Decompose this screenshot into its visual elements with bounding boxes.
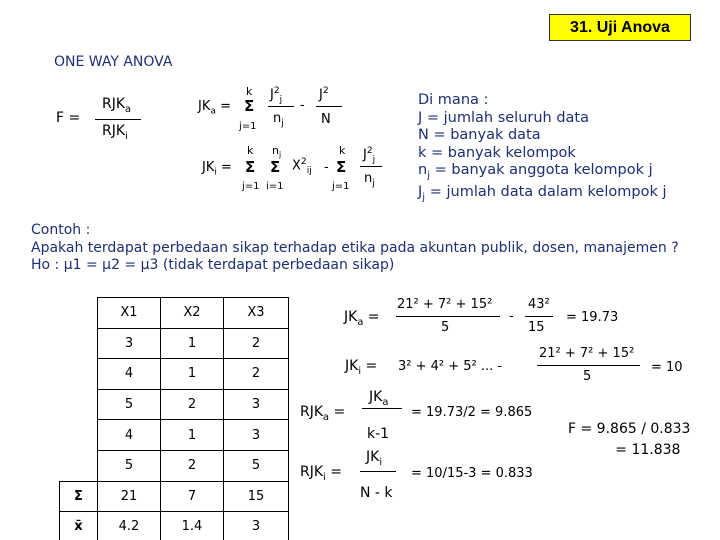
calc-jka-lhs: $JK_a$ = [344, 309, 380, 328]
jki-sigma1-bottom: j=1 [242, 181, 260, 192]
definition-line: k = banyak kelompok [418, 144, 576, 161]
mean-row [60, 512, 289, 540]
table-cell: 1 [161, 328, 224, 359]
table-row [60, 328, 289, 359]
definitions-header: Di mana : [418, 92, 489, 108]
table-cell: 5 [98, 450, 161, 481]
f-fraction-bar [95, 119, 141, 120]
jki-term-num: $J^2_j$ [363, 146, 376, 165]
table-cell: 2 [161, 450, 224, 481]
mean-label: x̄ [60, 512, 98, 540]
jka-sigma-bottom: j=1 [239, 121, 257, 132]
table-cell: 2 [224, 359, 289, 390]
calc-rjki-lhs: $RJK_i$ = [300, 464, 342, 483]
definition-line: $J_j$ = jumlah data dalam kelompok j [418, 184, 667, 204]
calc-rjki-result: = 10/15-3 = 0.833 [411, 466, 533, 481]
jka-term1-den: $n_j$ [273, 111, 284, 129]
calc-rjka-den: k-1 [367, 426, 390, 442]
table-cell: 7 [161, 481, 224, 512]
section-heading: ONE WAY ANOVA [54, 54, 173, 70]
example-block [31, 222, 679, 275]
jki-sigma3-bottom: j=1 [332, 181, 350, 192]
calc-rjka-num: $JK_a$ [369, 389, 389, 408]
calc-jka-minus: - [509, 309, 514, 324]
f-denominator: $RJK_i$ [102, 123, 128, 142]
jka-sigma-top: k [246, 85, 253, 98]
calc-jki-den: 5 [583, 369, 592, 384]
slide-title: 31. Uji Anova [549, 14, 691, 41]
jka-term2-den: N [321, 112, 331, 127]
jki-sigma2-bottom: i=1 [266, 181, 284, 192]
calc-jki-lhs: $JK_i$ = [345, 358, 378, 377]
calc-jka-bar2 [525, 316, 553, 317]
jki-term-bar [360, 166, 382, 167]
table-cell: 1.4 [161, 512, 224, 540]
calc-rjka-result: = 19.73/2 = 9.865 [411, 405, 533, 420]
table-cell: 3 [224, 420, 289, 451]
sum-label: Σ [60, 481, 98, 512]
calc-jka-num2: 43² [528, 297, 550, 312]
example-hypothesis: Ho : μ1 = μ2 = μ3 (tidak terdapat perbedaan sikap) [31, 257, 395, 273]
table-cell: 4 [98, 359, 161, 390]
table-cell: 3 [98, 328, 161, 359]
f-result-line: F = 9.865 / 0.833 [568, 421, 691, 437]
table-cell: 21 [98, 481, 161, 512]
f-result-block [568, 419, 690, 461]
definition-line: $n_j$ = banyak anggota kelompok j [418, 162, 653, 181]
calc-jka-bar [396, 316, 500, 317]
table-row [60, 389, 289, 420]
calc-rjka-lhs: $RJK_a$ = [300, 404, 346, 423]
table-cell: 2 [224, 328, 289, 359]
jki-lhs: $JK_i$ = [202, 160, 232, 178]
column-header: X1 [98, 298, 161, 329]
table-cell: 3 [224, 389, 289, 420]
table-cell: 5 [98, 389, 161, 420]
calc-jka-result: = 19.73 [566, 310, 619, 325]
jka-term2-num: $J^2$ [319, 86, 329, 103]
table-cell: 1 [161, 359, 224, 390]
sigma-icon: Σ [270, 158, 281, 176]
sum-row [60, 481, 289, 512]
jki-x-term: $X^2_{ij}$ [292, 157, 312, 176]
table-cell: 2 [161, 389, 224, 420]
table-cell: 3 [224, 512, 289, 540]
jka-lhs: $JK_a$ = [198, 99, 231, 117]
table-cell: 15 [224, 481, 289, 512]
f-lhs: F = [56, 110, 81, 126]
calc-rjki-num: $JK_i$ [366, 449, 383, 468]
table-cell: 4.2 [98, 512, 161, 540]
example-question: Apakah terdapat perbedaan sikap terhadap etika pada akuntan publik, dosen, manajemen ? [31, 239, 679, 256]
jka-term2-bar [316, 106, 342, 107]
jka-term1-bar [268, 106, 294, 107]
definition-line: N = banyak data [418, 127, 541, 143]
table-header-row [60, 298, 289, 329]
jki-sigma3-top: k [339, 144, 346, 157]
calc-rjki-bar [360, 471, 396, 472]
table-cell: 5 [224, 450, 289, 481]
calc-jka-den: 5 [441, 320, 450, 335]
table-row [60, 359, 289, 390]
jki-minus: - [324, 160, 329, 175]
jka-minus: - [300, 98, 305, 113]
sigma-icon: Σ [244, 97, 255, 115]
calc-jki-num: 21² + 7² + 15² [539, 346, 635, 361]
calc-rjka-bar [362, 408, 402, 409]
table-row [60, 450, 289, 481]
calc-jki-bar [537, 365, 640, 366]
definitions-block [418, 92, 666, 207]
jki-term-den: $n_j$ [364, 171, 375, 189]
jka-term1-num: $J^2_j$ [270, 86, 283, 105]
sigma-icon: Σ [336, 158, 347, 176]
f-result-line: = 11.838 [615, 442, 681, 458]
f-numerator: $RJK_a$ [102, 96, 132, 115]
calc-jki-result: = 10 [651, 360, 683, 375]
table-cell: 4 [98, 420, 161, 451]
calc-jka-den2: 15 [528, 320, 545, 335]
column-header: X3 [224, 298, 289, 329]
calc-jki-terms: 3² + 4² + 5² ... - [398, 359, 503, 374]
column-header: X2 [161, 298, 224, 329]
calc-jka-num: 21² + 7² + 15² [397, 297, 493, 312]
definition-line: J = jumlah seluruh data [418, 109, 590, 126]
calc-rjki-den: N - k [360, 485, 393, 501]
table-cell: 1 [161, 420, 224, 451]
table-row [60, 420, 289, 451]
jki-sigma2-top: $n_j$ [272, 144, 282, 160]
data-table [59, 297, 289, 540]
jki-sigma1-top: k [247, 144, 254, 157]
sigma-icon: Σ [245, 158, 256, 176]
example-label: Contoh : [31, 222, 91, 238]
